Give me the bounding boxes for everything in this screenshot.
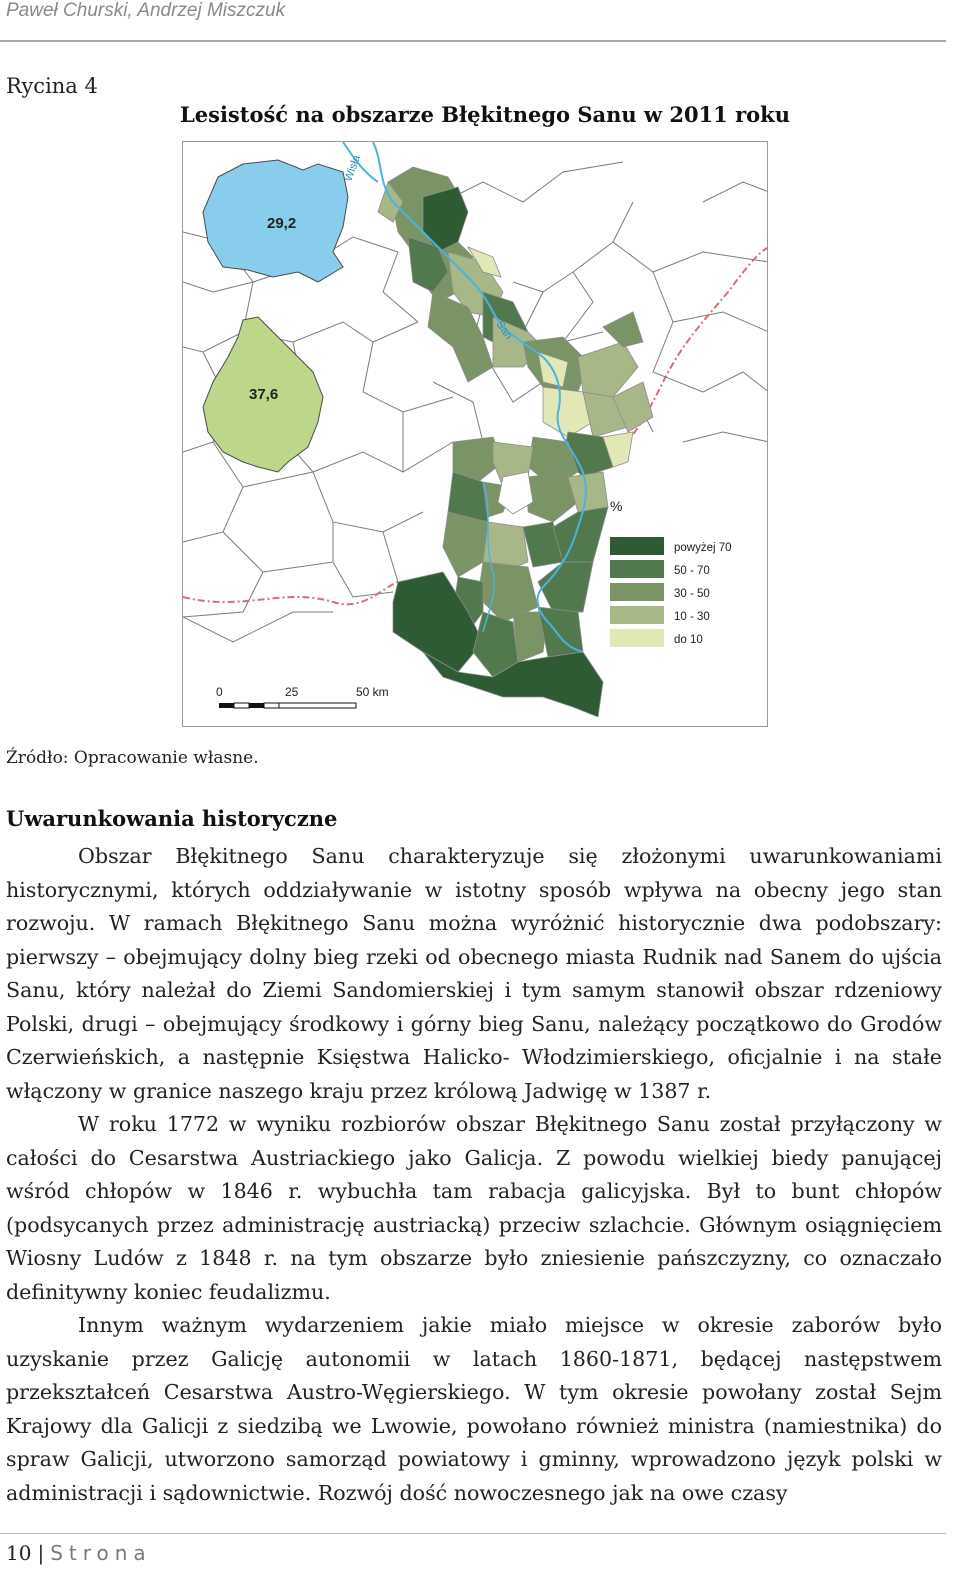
paragraph: W roku 1772 w wyniku rozbiorów obszar Błękitnego Sanu został przyłączony w całości do Cesarstwa Austriackiego jako Galicja. Z powodu wielkiej biedy panującej wśród chłopów w 1846 r. wybuchła tam rabacja galicyjska. Był to bunt chłopów (podsycanych przez administrację austriacką) przeciw szlachcie. Głównym osiągnięciem Wiosny Ludów z 1848 r. na tym obszarze było zniesienie pańszczyzny, co oznaczało definitywny koniec feudalizmu. bbox=[6, 1112, 942, 1304]
legend-label: 50 - 70 bbox=[674, 565, 710, 577]
scale-segment bbox=[234, 703, 249, 708]
page-footer bbox=[6, 1541, 152, 1565]
poland-forest-value: 29,2 bbox=[267, 215, 297, 232]
legend-swatch bbox=[610, 537, 664, 555]
paragraph: Obszar Błękitnego Sanu charakteryzuje się złożonymi uwarunkowaniami historycznymi, których oddziaływanie w istotny sposób wpływa na obecny jego stan rozwoju. W ramach Błękitnego Sanu można wyróżnić historycznie dwa podobszary: pierwszy – obejmujący dolny bieg rzeki od obecnego miasta Rudnik nad Sanem do ujścia Sanu, który należał do Ziemi Sandomierskiej i tym samym stanowił obszar rdzeniowy Polski, drugi – obejmujący środkowy i górny bieg Sanu, należący początkowo do Grodów Czerwieńskich, a następnie Księstwa Halicko- Włodzimierskiego, oficjalnie i na stałe włączony w granice naszego kraju przez królową Jadwigę w 1387 r. bbox=[6, 844, 942, 1103]
figure-title: Lesistość na obszarze Błękitnego Sanu w 2011 roku bbox=[180, 102, 790, 127]
scale-label-25: 25 bbox=[285, 685, 299, 699]
legend-unit: % bbox=[610, 498, 623, 514]
national-border-west bbox=[183, 582, 398, 604]
header-divider bbox=[0, 40, 946, 42]
page-word: Strona bbox=[50, 1541, 152, 1565]
map-svg bbox=[183, 142, 768, 727]
region-forest-value: 37,6 bbox=[249, 386, 279, 403]
legend-swatch bbox=[610, 629, 664, 647]
footer-divider bbox=[0, 1533, 946, 1534]
scale-segment bbox=[249, 703, 264, 708]
scale-segment bbox=[279, 703, 356, 708]
scale-label-0: 0 bbox=[216, 685, 223, 699]
page-number: 10 bbox=[6, 1541, 32, 1565]
forest-cover-map bbox=[182, 141, 768, 727]
legend bbox=[610, 537, 732, 647]
figure-label: Rycina 4 bbox=[6, 74, 98, 98]
figure-source: Źródło: Opracowanie własne. bbox=[6, 748, 259, 768]
legend-swatch bbox=[610, 606, 664, 624]
section-heading: Uwarunkowania historyczne bbox=[6, 806, 338, 831]
running-header-authors: Paweł Churski, Andrzej Miszczuk bbox=[6, 0, 286, 21]
legend-label: 30 - 50 bbox=[674, 588, 710, 600]
scale-label-50km: 50 km bbox=[356, 685, 389, 699]
legend-label: 10 - 30 bbox=[674, 611, 710, 623]
footer-separator: | bbox=[37, 1541, 45, 1565]
legend-label: powyżej 70 bbox=[674, 542, 732, 554]
river-label-wisla: Wisła bbox=[342, 153, 364, 184]
river-label-san: San bbox=[493, 318, 515, 342]
scale-bar bbox=[216, 685, 389, 708]
body-text bbox=[6, 840, 942, 1510]
paragraph: Innym ważnym wydarzeniem jakie miało miejsce w okresie zaborów było uzyskanie przez Galicję autonomii w latach 1860-1871, będącej następstwem przekształceń Cesarstwa Austro-Węgierskiego. W tym okresie powołany został Sejm Krajowy dla Galicji z siedzibą we Lwowie, powołano również ministra (namiestnika) do spraw Galicji, utworzono samorząd powiatowy i gminny, wprowadzono język polski w administracji i sądownictwie. Rozwój dość nowoczesnego jak na owe czasy bbox=[6, 1313, 942, 1505]
scale-segment bbox=[219, 703, 234, 708]
legend-swatch bbox=[610, 560, 664, 578]
legend-swatch bbox=[610, 583, 664, 601]
scale-segment bbox=[264, 703, 279, 708]
legend-label: do 10 bbox=[674, 634, 703, 646]
